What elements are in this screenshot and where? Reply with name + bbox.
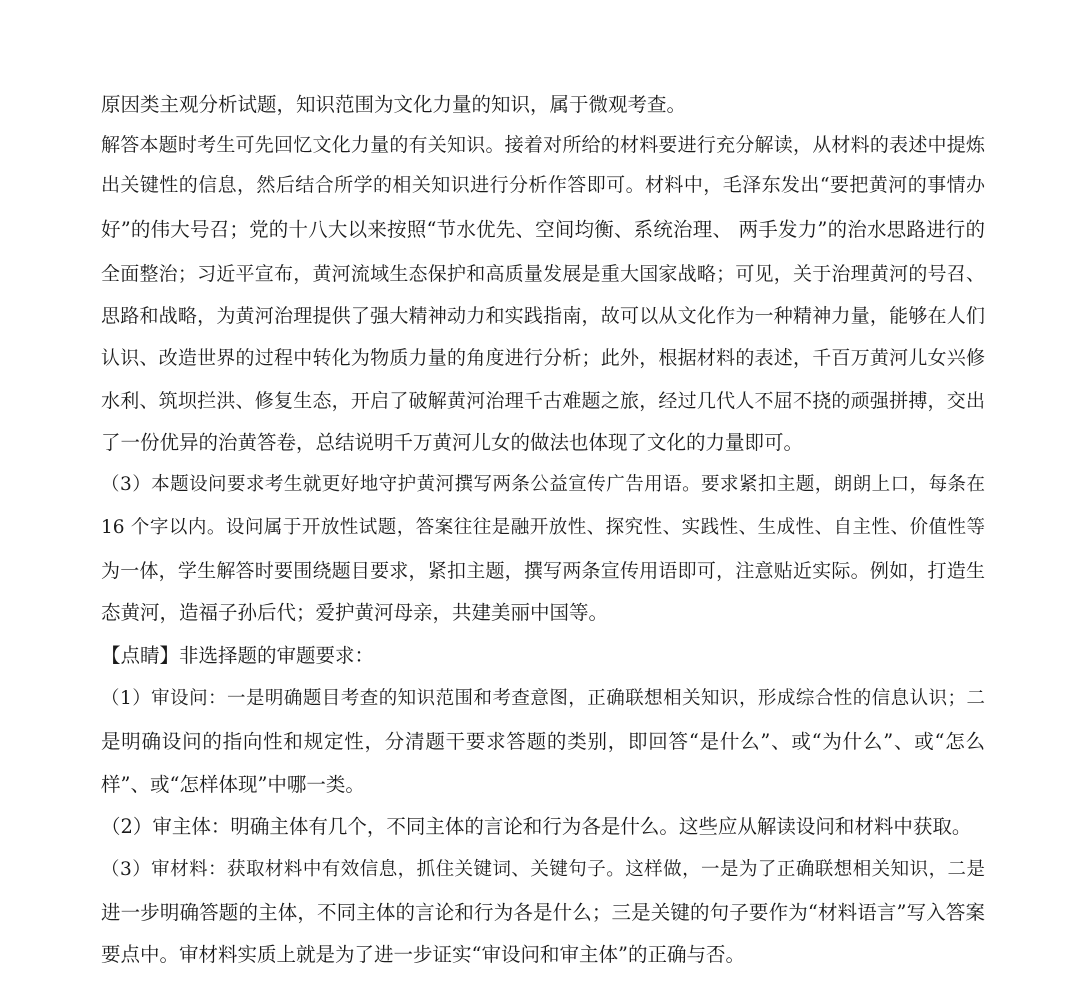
text-line: 为一体，学生解答时要围绕题目要求，紧扣主题，撰写两条宣传用语即可，注意贴近实际。例如，打造生 — [101, 560, 985, 582]
text-line: 原因类主观分析试题，知识范围为文化力量的知识，属于微观考查。 — [101, 93, 687, 116]
text-line: （1）审设问：一是明确题目考查的知识范围和考查意图，正确联想相关知识，形成综合性的信息认识；二 — [101, 688, 985, 709]
text-line: 了一份优异的治黄答卷，总结说明千万黄河儿女的做法也体现了文化的力量即可。 — [101, 431, 804, 454]
text-line: 解答本题时考生可先回忆文化力量的有关知识。接着对所给的材料要进行充分解读，从材料的表述中提炼 — [101, 134, 985, 156]
text-line: 认识、改造世界的过程中转化为物质力量的角度进行分析；此外，根据材料的表述，千百万黄河儿女兴修 — [101, 347, 985, 369]
text-line: （2）审主体：明确主体有几个，不同主体的言论和行为各是什么。这些应从解读设问和材料中获取。 — [101, 815, 972, 838]
text-line: 是明确设问的指向性和规定性，分清题干要求答题的类别，即回答“是什么”、或“为什么”、或“怎么 — [101, 730, 985, 753]
text-line: 全面整治；习近平宣布，黄河流域生态保护和高质量发展是重大国家战略；可见，关于治理黄河的号召、 — [101, 263, 985, 285]
text-line: 【点睛】非选择题的审题要求： — [101, 644, 375, 667]
text-line: 样”、或“怎样体现”中哪一类。 — [101, 773, 365, 796]
text-line: 出关键性的信息，然后结合所学的相关知识进行分析作答即可。材料中，毛泽东发出“要把黄河的事情办 — [101, 174, 985, 196]
text-line: 态黄河，造福子孙后代；爱护黄河母亲，共建美丽中国等。 — [101, 601, 609, 624]
text-line: （3）本题设问要求考生就更好地守护黄河撰写两条公益宣传广告用语。要求紧扣主题，朗朗上口，每条在 — [101, 474, 985, 495]
text-line: 进一步明确答题的主体，不同主体的言论和行为各是什么；三是关键的句子要作为“材料语言”写入答案 — [101, 901, 985, 924]
text-line: 16 个字以内。设问属于开放性试题，答案往往是融开放性、探究性、实践性、生成性、自主性、价值性等 — [101, 517, 985, 538]
text-line: 水利、筑坝拦洪、修复生态，开启了破解黄河治理千古难题之旅，经过几代人不屈不挠的顽强拼搏，交出 — [101, 390, 985, 412]
text-line: 思路和战略，为黄河治理提供了强大精神动力和实践指南，故可以从文化作为一种精神力量，能够在人们 — [101, 305, 985, 327]
text-line: 好”的伟大号召；党的十八大以来按照“节水优先、空间均衡、系统治理、 两手发力”的治水思路进行的 — [101, 218, 985, 241]
text-line: 要点中。审材料实质上就是为了进一步证实“审设问和审主体”的正确与否。 — [101, 943, 745, 966]
text-line: （3）审材料：获取材料中有效信息，抓住关键词、关键句子。这样做，一是为了正确联想相关知识，二是 — [101, 859, 985, 880]
